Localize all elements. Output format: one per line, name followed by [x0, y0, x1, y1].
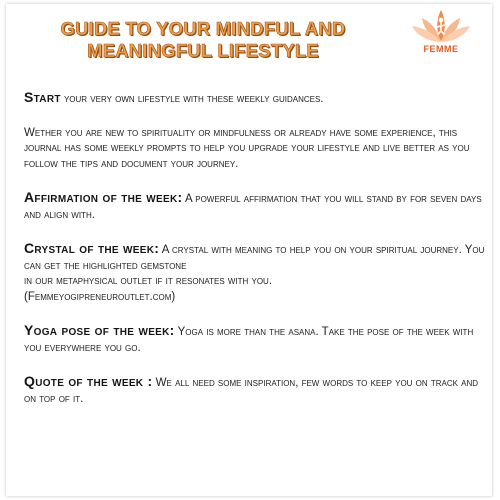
page-header	[6, 4, 492, 74]
crystal-text-line-2: in our metaphysical outlet if it resonates with you.	[24, 275, 273, 287]
lotus-yoga-figure-icon	[410, 8, 472, 46]
yoga-paragraph	[24, 323, 486, 356]
crystal-paragraph	[24, 241, 486, 305]
crystal-website: (Femmeyogipreneuroutlet.com)	[24, 290, 176, 303]
start-lead: Start	[24, 89, 61, 105]
title-line-2: MEANINGFUL LIFESTYLE	[87, 40, 319, 61]
quote-text: We all need some inspiration, few words to keep you on track and on top of it.	[24, 377, 479, 405]
affirmation-text: A powerful affirmation that you will stand by for seven days and align with.	[24, 193, 482, 221]
quote-paragraph	[24, 374, 486, 407]
guide-content	[24, 90, 486, 425]
title-line-1: GUIDE TO YOUR MINDFUL AND	[60, 18, 346, 39]
affirmation-lead: Affirmation of the week:	[24, 189, 183, 205]
crystal-lead: Crystal of the week:	[24, 240, 160, 256]
femme-logo	[410, 8, 472, 58]
crystal-text: A crystal with meaning to help you on your spiritual journey. You can get the highlighted gemstone	[24, 244, 485, 272]
start-text: your very own lifestyle with these weekly guidances.	[60, 93, 324, 105]
start-paragraph	[24, 90, 486, 108]
logo-wordmark: FEMME	[423, 44, 459, 54]
page-title	[18, 18, 388, 62]
affirmation-paragraph	[24, 190, 486, 223]
intro-text: Wether you are new to spirituality or mindfulness or already have some experience, this journal has some weekly prompts to help you upgrade your lifestyle and live better as you follow the tips and document your journey.	[24, 126, 470, 170]
yoga-lead: Yoga pose of the week:	[24, 322, 175, 338]
intro-paragraph	[24, 126, 486, 173]
yoga-text: Yoga is more than the asana. Take the pose of the week with you everywhere you go.	[24, 326, 474, 354]
journal-page	[6, 4, 492, 496]
quote-lead: Quote of the week :	[24, 373, 153, 389]
